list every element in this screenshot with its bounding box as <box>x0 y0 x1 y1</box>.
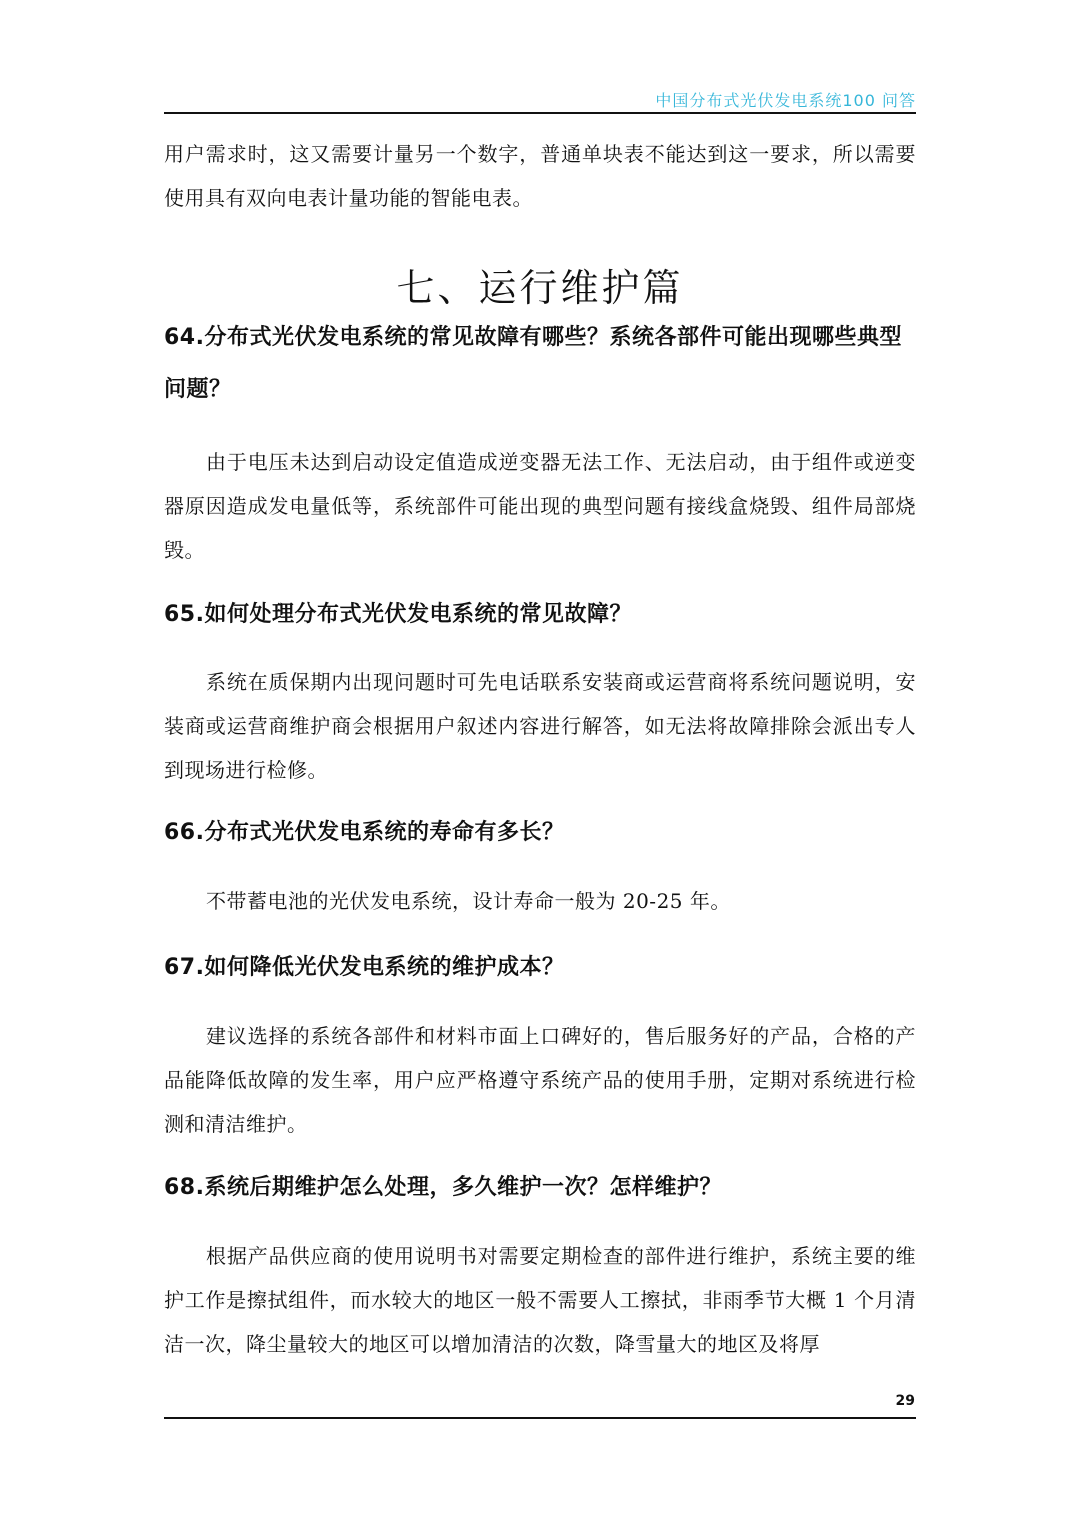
footer-divider <box>164 1417 916 1419</box>
question-64: 64.分布式光伏发电系统的常见故障有哪些？系统各部件可能出现哪些典型问题？ <box>164 325 902 402</box>
intro-paragraph: 用户需求时，这又需要计量另一个数字，普通单块表不能达到这一要求，所以需要使用具有双向电表计量功能的智能电表。 <box>164 142 916 210</box>
page-number: 29 <box>895 1393 915 1409</box>
answer-66: 不带蓄电池的光伏发电系统，设计寿命一般为 20-25 年。 <box>206 889 731 913</box>
answer-68: 根据产品供应商的使用说明书对需要定期检查的部件进行维护，系统主要的维护工作是擦拭组件，而水较大的地区一般不需要人工擦拭，非雨季节大概 1 个月清洁一次，降尘量较大的地区可以增加清洁的次数，降雪量大的地区及将厚 <box>164 1244 916 1356</box>
question-65: 65.如何处理分布式光伏发电系统的常见故障？ <box>164 602 632 627</box>
answer-67: 建议选择的系统各部件和材料市面上口碑好的，售后服务好的产品，合格的产品能降低故障的发生率，用户应严格遵守系统产品的使用手册，定期对系统进行检测和清洁维护。 <box>164 1024 916 1136</box>
question-66: 66.分布式光伏发电系统的寿命有多长？ <box>164 820 565 845</box>
answer-64: 由于电压未达到启动设定值造成逆变器无法工作、无法启动，由于组件或逆变器原因造成发电量低等，系统部件可能出现的典型问题有接线盒烧毁、组件局部烧毁。 <box>164 450 916 562</box>
question-68: 68.系统后期维护怎么处理，多久维护一次？怎样维护？ <box>164 1175 722 1200</box>
question-67: 67.如何降低光伏发电系统的维护成本？ <box>164 955 565 980</box>
header-title: 中国分布式光伏发电系统100 问答 <box>655 91 916 110</box>
chapter-title: 七、运行维护篇 <box>396 266 684 311</box>
header-divider <box>164 112 916 114</box>
answer-65: 系统在质保期内出现问题时可先电话联系安装商或运营商将系统问题说明，安装商或运营商维护商会根据用户叙述内容进行解答，如无法将故障排除会派出专人到现场进行检修。 <box>164 670 916 782</box>
